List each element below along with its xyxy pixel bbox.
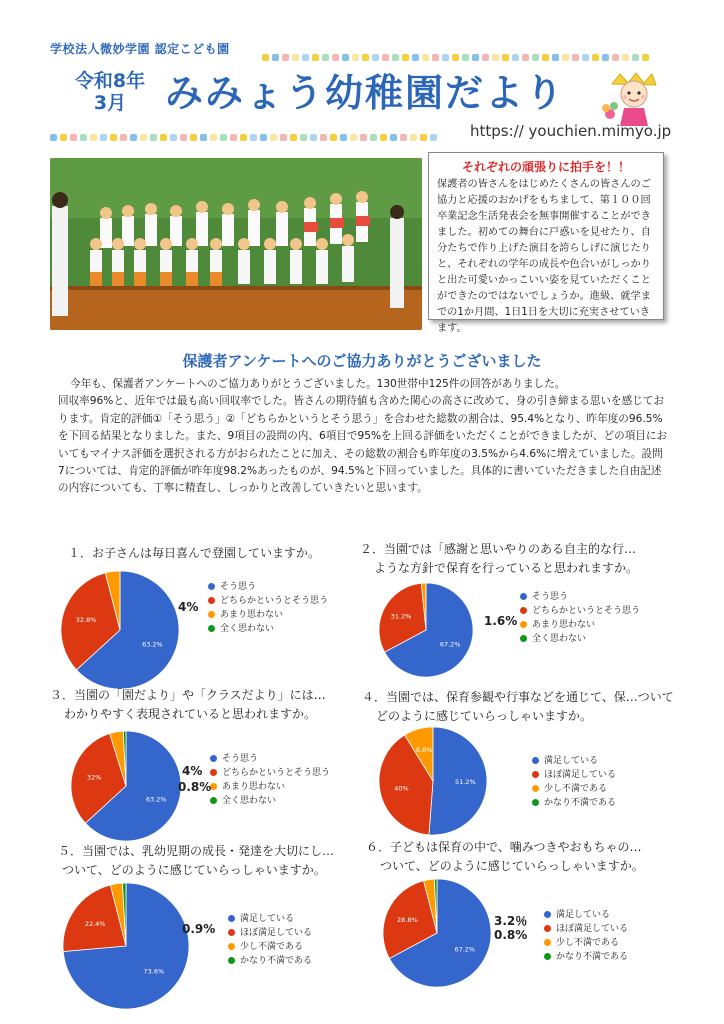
chart-q3 [50, 686, 331, 806]
legend-label: どちらかというとそう思う [220, 596, 329, 606]
legend-item [544, 908, 628, 922]
chart-q1-pie [60, 570, 180, 690]
decor-dots-bottom [50, 126, 460, 134]
legend-item [210, 780, 330, 794]
slice-data-label: 22.4% [84, 920, 106, 929]
legend-swatch [228, 943, 235, 950]
legend-item [208, 594, 328, 608]
legend-label: 全く思わない [222, 796, 277, 806]
chart-q5-pie [62, 882, 190, 1010]
legend-item [210, 766, 330, 780]
legend-label: 少し不満である [544, 784, 608, 794]
chart-q1-annotation: 4% [178, 600, 199, 614]
slice-data-label: 67.2% [454, 945, 476, 954]
legend-label: 満足している [556, 910, 611, 920]
legend-item [228, 926, 312, 940]
slice-data-label: 73.6% [143, 967, 165, 976]
chart-q4-legend [532, 754, 616, 810]
chart-q2-title-line1: ２．当園では「感謝と思いやりのある自主的な行… [360, 542, 637, 556]
legend-swatch [532, 771, 539, 778]
chart-q4-title-line2: どのように感じていらっしゃいますか。 [376, 709, 593, 723]
legend-label: 満足している [240, 914, 295, 924]
legend-label: あまり思わない [220, 610, 284, 620]
chart-q2 [360, 540, 641, 649]
website-url[interactable]: https:// youchien.mimyo.jp [470, 122, 672, 140]
legend-item [208, 622, 328, 636]
legend-item [228, 954, 312, 968]
legend-item [520, 604, 640, 618]
legend-swatch [544, 939, 551, 946]
legend-label: かなり不満である [240, 956, 313, 966]
legend-label: どちらかというとそう思う [222, 768, 331, 778]
recital-photo [50, 158, 422, 330]
legend-label: かなり不満である [544, 798, 617, 808]
legend-item [210, 752, 330, 766]
chart-q3-title-line2: わかりやすく表現されていると思われますか。 [64, 707, 317, 721]
chart-q2-title-line2: ような方針で保育を行っていると思われますか。 [374, 561, 639, 575]
legend-swatch [532, 785, 539, 792]
chart-q4-title-line1: ４．当園では、保育参観や行事などを通じて、保…ついて [362, 690, 674, 704]
chart-q4-pie [378, 726, 488, 836]
chart-q5 [58, 842, 335, 976]
legend-item [532, 782, 616, 796]
legend-label: かなり不満である [556, 952, 629, 962]
legend-swatch [532, 757, 539, 764]
chart-q3-pie [70, 730, 182, 842]
legend-swatch [228, 957, 235, 964]
legend-item [208, 580, 328, 594]
legend-swatch [520, 593, 527, 600]
legend-label: ほぼ満足している [544, 770, 617, 780]
issue-year: 令和8年 [74, 70, 146, 92]
issue-date [64, 70, 156, 114]
legend-item [532, 754, 616, 768]
org-name: 学校法人微妙学園 認定こども園 [50, 42, 230, 56]
legend-item [520, 632, 640, 646]
legend-item [228, 940, 312, 954]
survey-heading: 保護者アンケートへのご協力ありがとうございました [182, 352, 542, 370]
chart-q6-title-line2: ついて、どのように感じていらっしゃいますか。 [380, 859, 644, 873]
chart-q3-title-line1: ３．当園の「園だより」や「クラスだより」には… [50, 688, 326, 702]
legend-label: あまり思わない [222, 782, 286, 792]
legend-swatch [532, 799, 539, 806]
legend-label: 少し不満である [556, 938, 620, 948]
survey-intro-p1: 今年も、保護者アンケートへのご協力ありがとうございました。130世帯中125件の回答がありました。 [70, 378, 566, 390]
legend-item [532, 768, 616, 782]
chart-q3-annotation-2: 0.8% [178, 780, 212, 794]
legend-label: そう思う [532, 592, 569, 602]
chart-q6 [366, 838, 644, 962]
legend-label: 少し不満である [240, 942, 304, 952]
legend-item [210, 794, 330, 808]
notice-title: それぞれの頑張りに拍手を！！ [461, 160, 630, 174]
legend-swatch [520, 635, 527, 642]
chart-q6-title-line1: ６．子どもは保育の中で、噛みつきやおもちゃの… [366, 840, 642, 854]
chart-q6-annotation-2: 0.8% [494, 928, 528, 942]
legend-swatch [520, 607, 527, 614]
chart-q5-legend [228, 912, 312, 968]
slice-data-label: 51.2% [455, 778, 476, 787]
slice-data-label: 32% [86, 773, 102, 782]
decor-dots-top [262, 46, 672, 54]
slice-data-label: 63.2% [145, 795, 167, 804]
legend-item [544, 936, 628, 950]
legend-swatch [228, 915, 235, 922]
chart-q3-legend [210, 752, 330, 808]
legend-swatch [208, 611, 215, 618]
chart-q4 [362, 688, 674, 808]
chart-q1-legend [208, 580, 328, 636]
slice-data-label: 32.8% [75, 615, 97, 624]
legend-swatch [208, 583, 215, 590]
slice-data-label: 8.8% [415, 745, 433, 754]
legend-item [228, 912, 312, 926]
notice-body: 保護者の皆さんをはじめたくさんの皆さんのご協力と応援のおかげをもちまして、第１００回卒業記念生活発表会を無事開催することができました。初めての舞台に戸惑いを見せたり、自分たちで作り上げた演目を誇らしげに演じたりと、それぞれの学年の成長や色合いがしっかりと出た可愛いかっこいい姿を見ていただくことができたのではないでしょうか。進級、就学までの1か月間、1日1日を大切に充実させていきます。 [437, 179, 651, 334]
legend-label: 全く思わない [532, 634, 587, 644]
legend-label: ほぼ満足している [556, 924, 629, 934]
chart-q6-annotation-1: 3.2％ [494, 914, 528, 928]
slice-data-label: 28.8% [397, 915, 418, 924]
legend-item [544, 950, 628, 964]
legend-item [532, 796, 616, 810]
legend-label: ほぼ満足している [240, 928, 313, 938]
notice-box [428, 152, 664, 334]
legend-swatch [208, 597, 215, 604]
slice-data-label: 67.2% [439, 640, 461, 649]
legend-item [520, 618, 640, 632]
legend-swatch [544, 911, 551, 918]
legend-swatch [520, 621, 527, 628]
legend-swatch [228, 929, 235, 936]
chart-q5-title-line2: ついて、どのように感じていらっしゃいますか。 [62, 863, 326, 877]
chart-q5-title-line1: ５．当園では、乳幼児期の成長・発達を大切にし… [58, 844, 335, 858]
chart-q5-annotation: 0.9% [182, 922, 216, 936]
legend-item [208, 608, 328, 622]
survey-intro [58, 376, 668, 498]
legend-swatch [210, 769, 217, 776]
legend-swatch [544, 953, 551, 960]
legend-swatch [210, 797, 217, 804]
legend-label: そう思う [222, 754, 259, 764]
chart-q1-title-line1: １．お子さんは毎日喜んで登園していますか。 [68, 546, 321, 560]
survey-intro-p2: 回収率96%と、近年では最も高い回収率でした。皆さんの期待値も含めた関心の高さに改めて、身の引き締まる思いを感じております。肯定的評価①「そう思う」②「どちらかというとそう思う」を合わせた総数の割合は、95.4%となり、昨年度の96.5%を下回る結果となりました。また、9項目の設問の内、6項目で95%を上回る評価をいただくことができましたが、どの項目においてもマイナス評価を選択される方がおられたことに加え、その総数の割合も昨年度の3.5%から4.6%に増えていました。設問7については、肯定的評価が昨年度98.2%あったものが、94.5%と下回っていました。具体的に書いていただきました自由記述の内容についても、丁寧に精査し、しっかりと改善していきたいと思います。 [58, 395, 668, 495]
legend-item [544, 922, 628, 936]
issue-month: 3月 [93, 92, 127, 114]
legend-swatch [544, 925, 551, 932]
legend-label: あまり思わない [532, 620, 596, 630]
child-mascot-icon [598, 70, 668, 128]
legend-label: 満足している [544, 756, 599, 766]
chart-q2-pie [378, 582, 474, 678]
slice-data-label: 40% [394, 784, 409, 793]
legend-label: どちらかというとそう思う [532, 606, 641, 616]
slice-data-label: 63.2% [142, 640, 163, 649]
legend-label: 全く思わない [220, 624, 275, 634]
chart-q6-pie [382, 878, 492, 988]
legend-label: そう思う [220, 582, 257, 592]
chart-q6-legend [544, 908, 628, 964]
chart-q2-legend [520, 590, 640, 646]
legend-swatch [210, 755, 217, 762]
legend-item [520, 590, 640, 604]
legend-swatch [208, 625, 215, 632]
chart-q1 [60, 544, 329, 649]
slice-data-label: 31.2% [390, 612, 412, 621]
chart-q2-annotation: 1.6% [484, 614, 518, 628]
chart-q3-annotation-1: 4% [182, 764, 203, 778]
newsletter-title: みみょう幼稚園だより [165, 71, 566, 115]
